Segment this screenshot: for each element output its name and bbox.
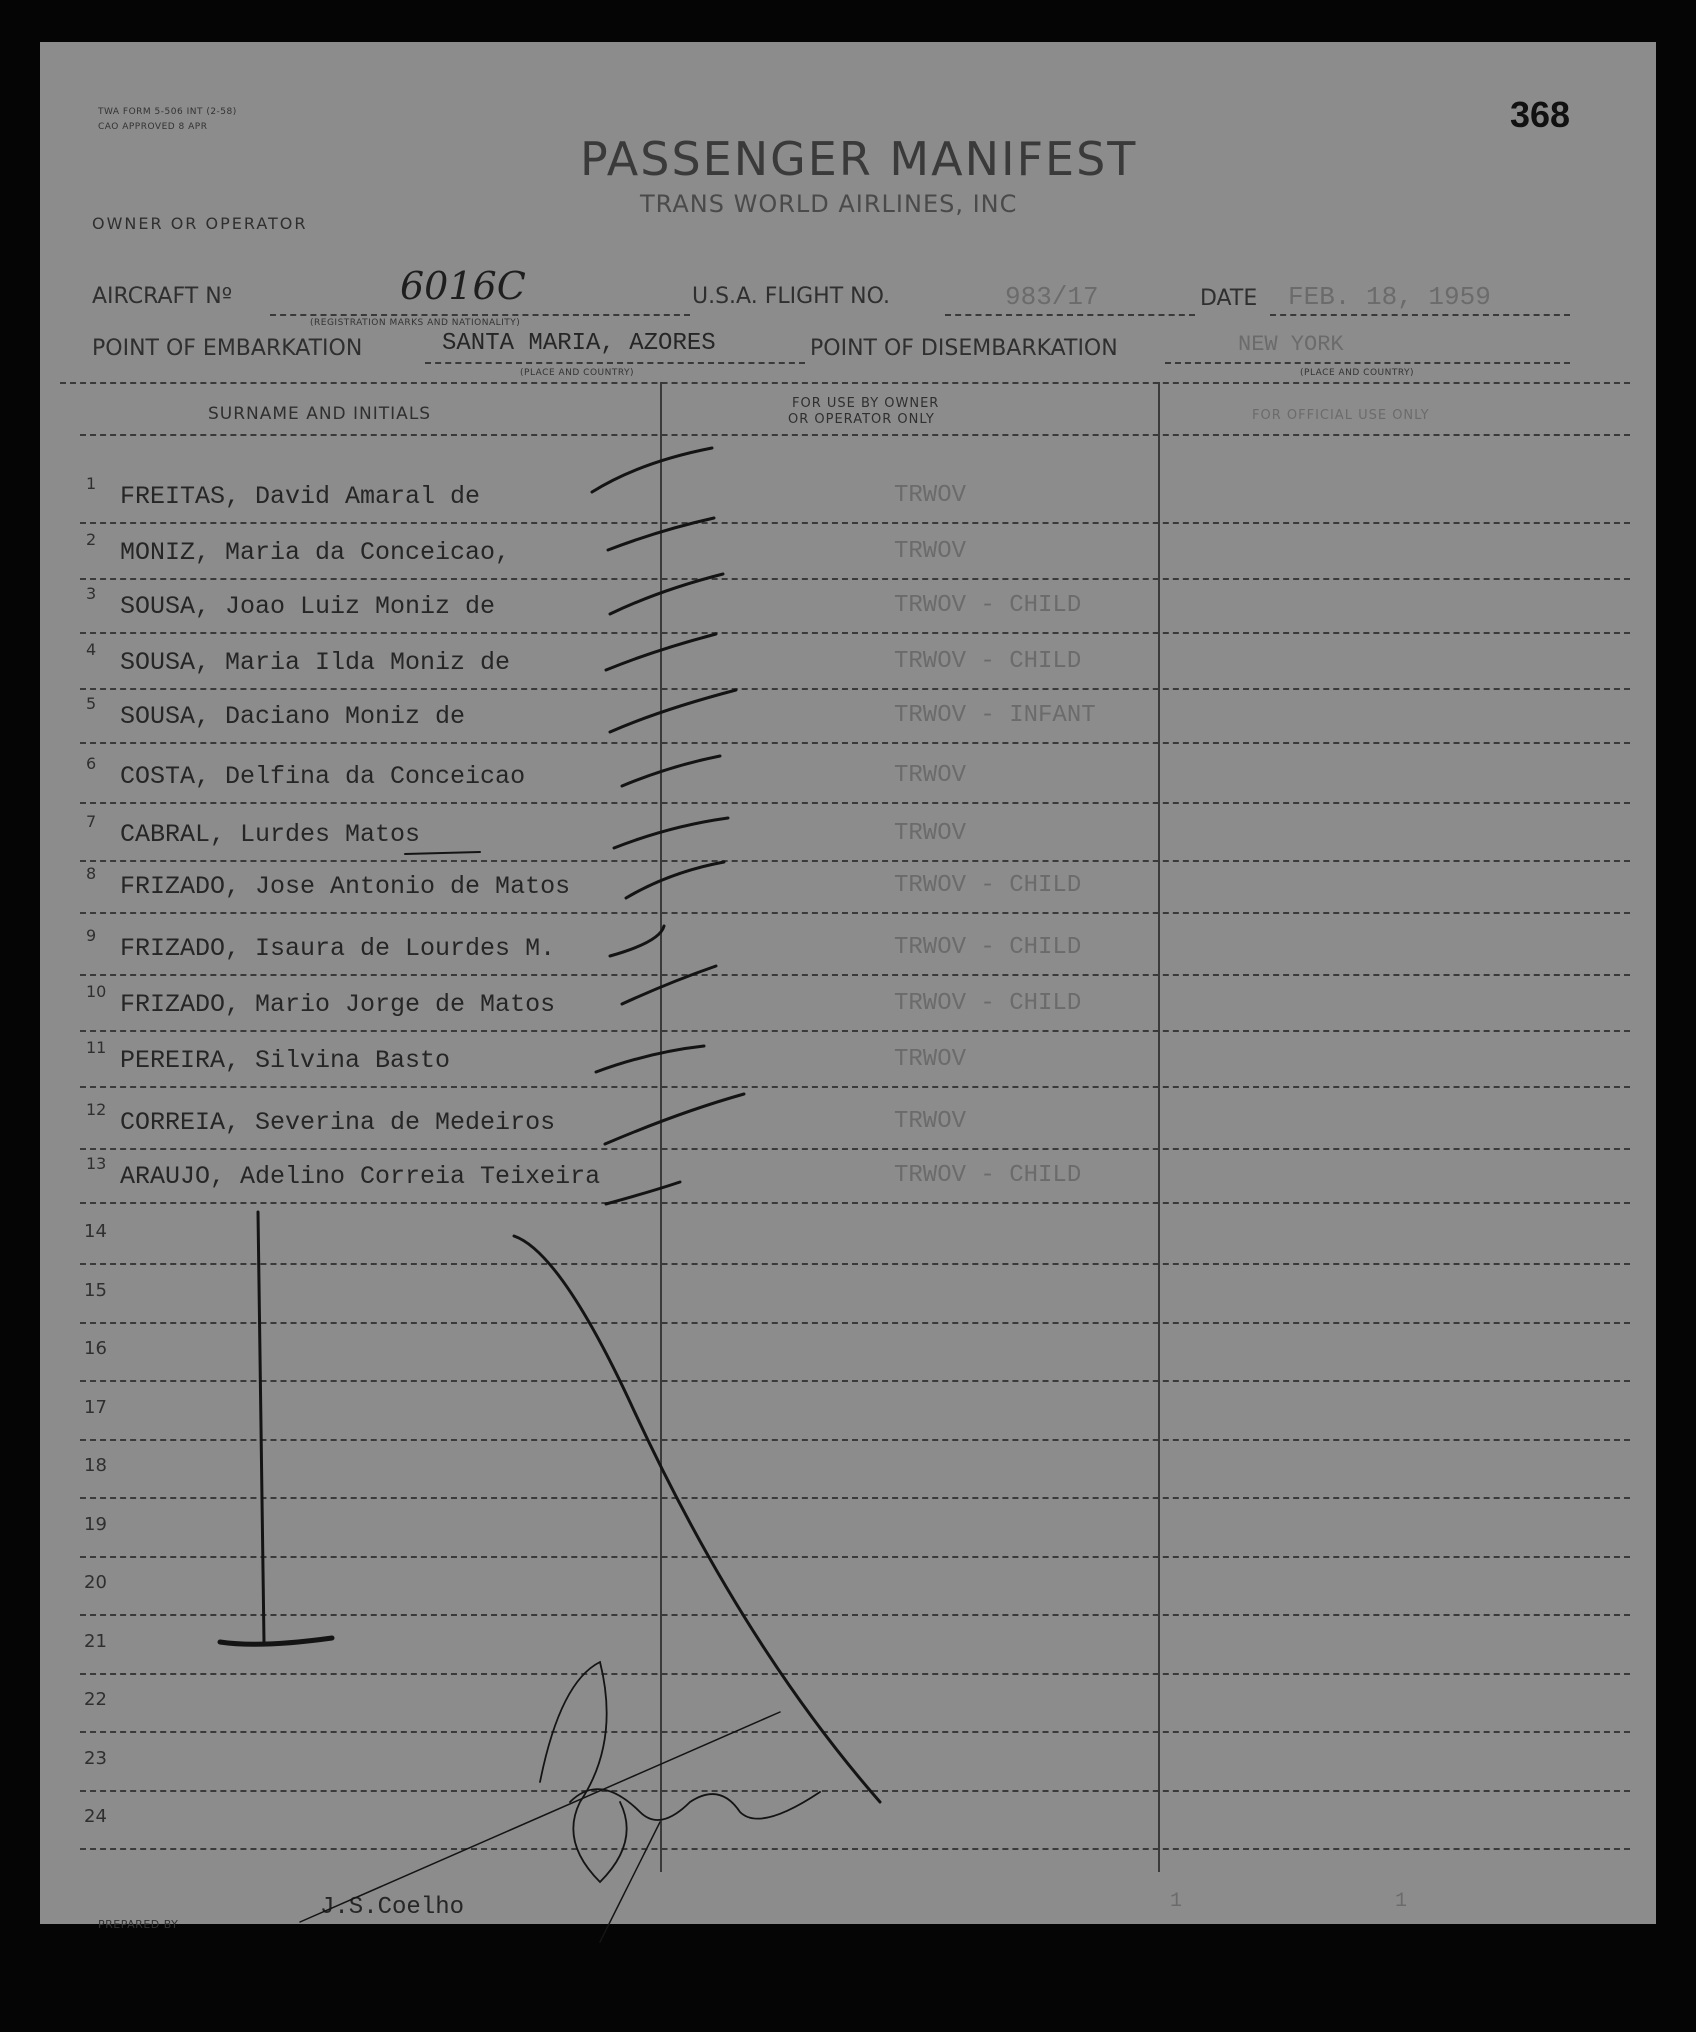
check-mark: [596, 1046, 704, 1072]
disembarkation-sublabel: (PLACE AND COUNTRY): [1300, 368, 1415, 378]
passenger-code: TRWOV - CHILD: [894, 1162, 1082, 1189]
passenger-code: TRWOV - INFANT: [894, 702, 1096, 729]
passenger-name: FREITAS, David Amaral de: [120, 482, 481, 511]
passenger-name: CABRAL, Lurdes Matos: [120, 820, 421, 849]
check-mark: [606, 1182, 680, 1204]
row-number: 2: [86, 530, 97, 549]
passenger-code: TRWOV - CHILD: [894, 872, 1082, 899]
manifest-title: PASSENGER MANIFEST: [580, 132, 1138, 186]
row-number: 9: [86, 926, 97, 945]
date-label: DATE: [1200, 286, 1258, 311]
passenger-code: TRWOV: [894, 1108, 967, 1135]
column-header-owner-1: FOR USE BY OWNER: [792, 396, 940, 411]
footer-mark-2: 1: [1395, 1890, 1408, 1913]
passenger-code: TRWOV: [894, 538, 967, 565]
check-mark: [626, 862, 724, 898]
page-number: 368: [1510, 94, 1571, 135]
row-number: 20: [84, 1572, 107, 1593]
row-number: 4: [86, 640, 97, 659]
form-code-line-1: TWA FORM 5-506 INT (2-58): [98, 107, 237, 117]
check-mark: [610, 690, 736, 732]
passenger-code: TRWOV: [894, 1046, 967, 1073]
row-number: 6: [86, 754, 97, 773]
passenger-name: FRIZADO, Jose Antonio de Matos: [120, 872, 571, 901]
passenger-name: CORREIA, Severina de Medeiros: [120, 1108, 556, 1137]
passenger-code: TRWOV: [894, 762, 967, 789]
row-number: 18: [84, 1455, 107, 1476]
row-number: 17: [84, 1396, 107, 1418]
aircraft-number: 6016C: [400, 264, 526, 308]
row-number: 12: [86, 1100, 107, 1119]
passenger-code: TRWOV: [894, 820, 967, 847]
passenger-name: MONIZ, Maria da Conceicao,: [120, 538, 511, 567]
owner-operator-label: OWNER OR OPERATOR: [92, 214, 308, 233]
passenger-code: TRWOV - CHILD: [894, 592, 1082, 619]
check-mark: [614, 818, 728, 848]
row-number: 23: [84, 1747, 107, 1769]
disembarkation-label: POINT OF DISEMBARKATION: [810, 336, 1118, 361]
column-header-surname: SURNAME AND INITIALS: [208, 404, 432, 424]
embarkation-label: POINT OF EMBARKATION: [92, 336, 363, 361]
row-number: 21: [84, 1630, 107, 1652]
form-code-line-2: CAO APPROVED 8 APR: [98, 122, 208, 132]
row-number: 7: [86, 812, 97, 831]
row-number: 10: [86, 982, 107, 1001]
passenger-code: TRWOV: [894, 482, 967, 509]
check-mark: [622, 756, 720, 786]
passenger-name: ARAUJO, Adelino Correia Teixeira: [120, 1162, 601, 1191]
passenger-name: FRIZADO, Isaura de Lourdes M.: [120, 934, 556, 963]
row-number: 24: [84, 1806, 107, 1827]
aircraft-sublabel: (REGISTRATION MARKS AND NATIONALITY): [310, 318, 521, 328]
flight-label: U.S.A. FLIGHT NO.: [692, 284, 890, 309]
passenger-name: PEREIRA, Silvina Basto: [120, 1046, 451, 1075]
row-number: 1: [86, 474, 97, 493]
check-mark: [592, 448, 712, 492]
row-number: 14: [84, 1221, 107, 1242]
passenger-code: TRWOV - CHILD: [894, 990, 1082, 1017]
flight-number: 983/17: [1005, 282, 1099, 312]
void-line-diagonal: [514, 1236, 880, 1802]
row-number: 3: [86, 584, 97, 603]
pen-marks: [40, 42, 1656, 1924]
check-mark: [605, 1094, 744, 1144]
row-number: 13: [86, 1154, 107, 1173]
signature-stroke: [540, 1662, 627, 1882]
date-value: FEB. 18, 1959: [1288, 282, 1491, 312]
aircraft-label: AIRCRAFT Nº: [92, 284, 233, 309]
embarkation-sublabel: (PLACE AND COUNTRY): [520, 368, 635, 378]
row-number: 5: [86, 694, 97, 713]
passenger-name: SOUSA, Joao Luiz Moniz de: [120, 592, 496, 621]
airline-name: TRANS WORLD AIRLINES, INC: [640, 190, 1018, 218]
manifest-sheet: [40, 42, 1656, 1931]
row-number: 11: [86, 1038, 107, 1057]
passenger-name: SOUSA, Maria Ilda Moniz de: [120, 648, 511, 677]
row-number: 16: [84, 1338, 107, 1359]
prepared-by-label: PREPARED BY: [98, 1918, 179, 1931]
disembarkation-value: NEW YORK: [1238, 332, 1344, 357]
underline-mark: [405, 852, 480, 854]
row-number: 8: [86, 864, 97, 883]
signature-stroke: [570, 1789, 820, 1820]
void-line-foot: [220, 1638, 332, 1644]
footer-mark-1: 1: [1170, 1890, 1183, 1913]
signature-stroke: [300, 1712, 780, 1922]
row-number: 22: [84, 1689, 107, 1710]
passenger-name: COSTA, Delfina da Conceicao: [120, 762, 526, 791]
embarkation-value: SANTA MARIA, AZORES: [442, 330, 716, 357]
check-mark: [610, 574, 723, 614]
passenger-code: TRWOV - CHILD: [894, 648, 1082, 675]
check-mark: [606, 634, 716, 670]
row-number: 15: [84, 1279, 107, 1301]
check-mark: [610, 926, 664, 956]
check-mark: [622, 966, 716, 1004]
check-mark: [608, 518, 714, 550]
column-header-owner-2: OR OPERATOR ONLY: [788, 412, 935, 427]
void-line-vertical: [258, 1212, 264, 1642]
prepared-by-name: J.S.Coelho: [320, 1894, 465, 1921]
passenger-name: SOUSA, Daciano Moniz de: [120, 702, 466, 731]
row-number: 19: [84, 1513, 107, 1535]
column-header-official: FOR OFFICIAL USE ONLY: [1252, 408, 1430, 423]
passenger-code: TRWOV - CHILD: [894, 934, 1082, 961]
passenger-name: FRIZADO, Mario Jorge de Matos: [120, 990, 556, 1019]
signature-stroke: [600, 1822, 660, 1942]
